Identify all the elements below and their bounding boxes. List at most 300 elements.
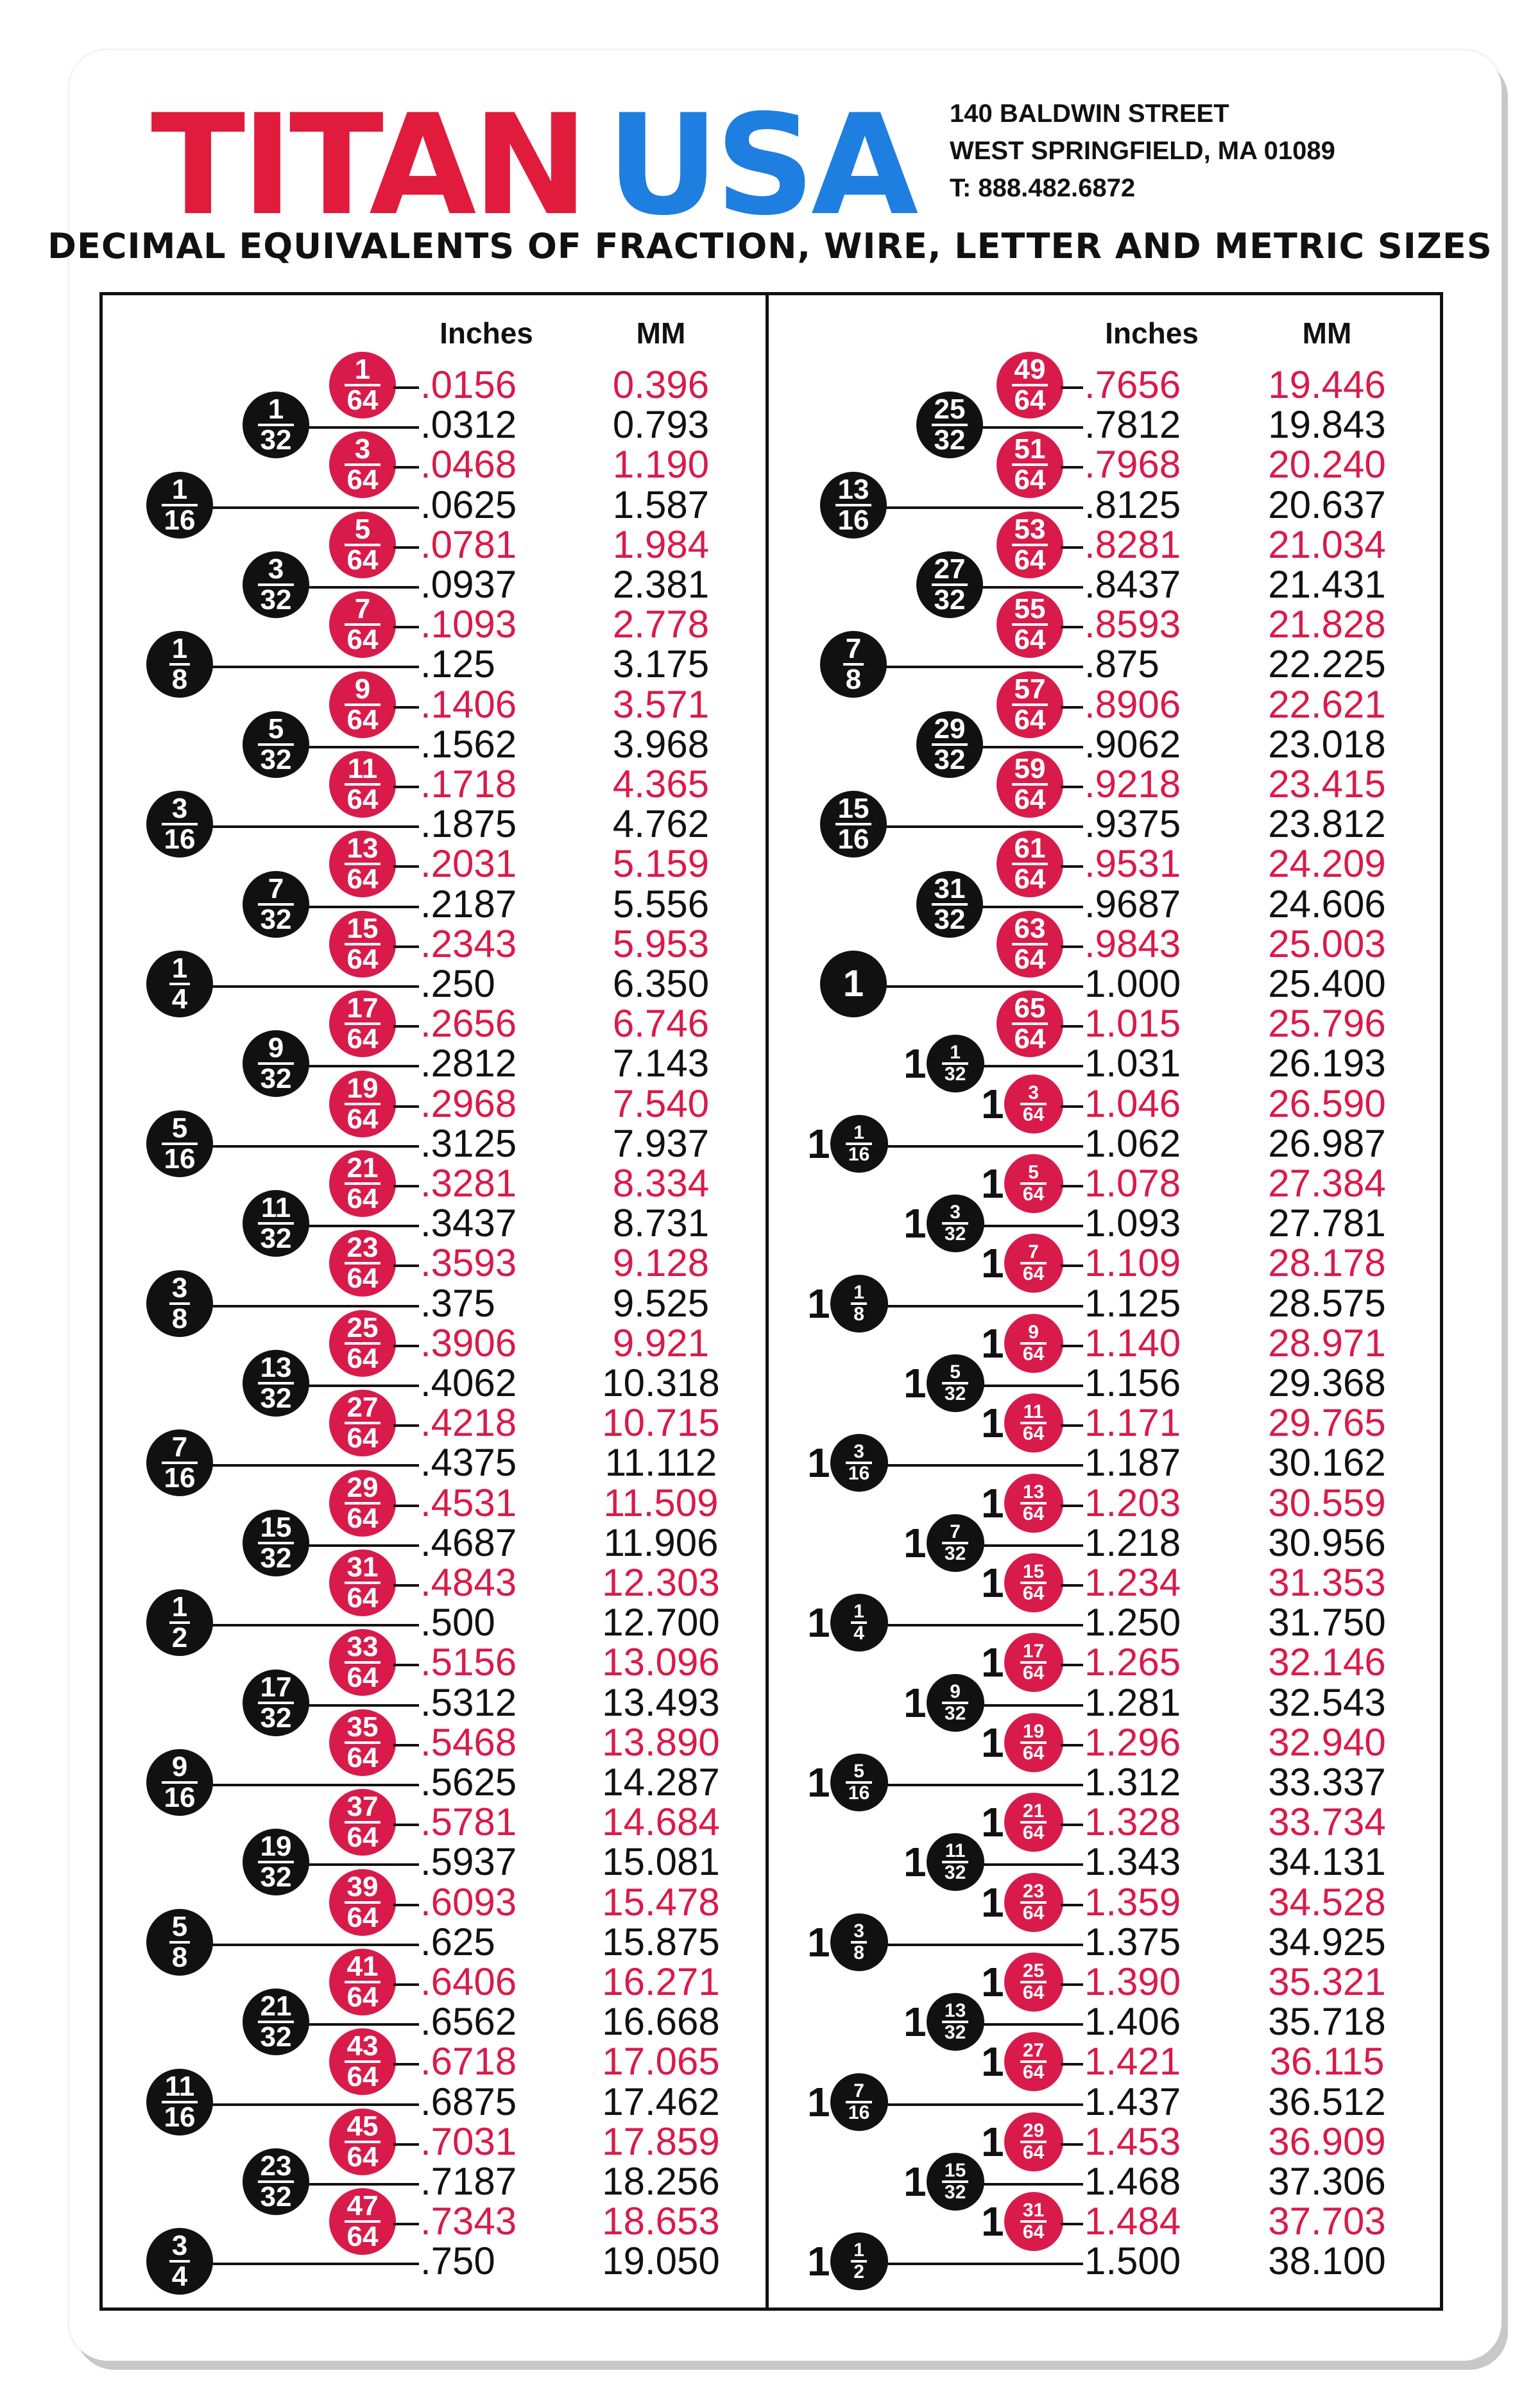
inch-value: .0937 (420, 563, 517, 606)
mm-value: 26.590 (1268, 1082, 1386, 1125)
leader-line (1061, 1824, 1083, 1826)
inch-value: .4531 (420, 1481, 517, 1524)
fraction-denominator: 64 (345, 2220, 381, 2251)
fraction-badge (146, 1110, 213, 1177)
fraction-numerator: 9 (171, 1751, 188, 1782)
leader-line (393, 546, 419, 549)
fraction-glyph (345, 435, 381, 494)
leader-line (307, 2183, 419, 2186)
fraction-glyph (1020, 1802, 1047, 1843)
mixed-fraction-badge (807, 1115, 888, 1173)
leader-line (1061, 386, 1083, 389)
mm-value: 8.334 (612, 1162, 710, 1205)
inch-value: .4687 (420, 1521, 517, 1564)
inch-value: .5468 (420, 1720, 517, 1764)
fraction-glyph (169, 635, 190, 694)
fraction-numerator: 3 (853, 1441, 864, 1463)
fraction-glyph (942, 1682, 968, 1723)
fraction-glyph (1020, 1962, 1047, 2003)
mm-value: 10.318 (602, 1361, 720, 1404)
fraction-glyph (258, 395, 295, 454)
fraction-numerator: 23 (260, 2150, 292, 2182)
fraction-denominator: 32 (258, 743, 295, 774)
mixed-fraction-badge (981, 1154, 1063, 1213)
leader-line (980, 2183, 1083, 2186)
inch-value: .2656 (420, 1002, 517, 1046)
leader-line (1061, 1664, 1083, 1666)
fraction-denominator: 64 (345, 1342, 381, 1373)
mm-value: 16.668 (602, 2000, 720, 2044)
fraction-badge (329, 831, 396, 897)
inch-value: .5937 (420, 1840, 517, 1884)
fraction-denominator: 16 (162, 2101, 198, 2132)
leader-line (1061, 1983, 1083, 1986)
mm-value: 12.303 (602, 1561, 720, 1604)
mm-value: 29.368 (1268, 1361, 1386, 1404)
fraction-numerator: 1 (853, 1121, 864, 1143)
fraction-denominator: 64 (1012, 384, 1048, 415)
fraction-denominator: 64 (1020, 1182, 1047, 1204)
mixed-whole-number: 1 (807, 1600, 830, 1646)
fraction-numerator: 7 (853, 2080, 864, 2101)
mm-value: 15.875 (602, 1920, 720, 1963)
fraction-glyph (258, 2152, 295, 2211)
fraction-glyph (258, 1511, 295, 1574)
mm-value: 7.937 (612, 1121, 710, 1165)
mm-value: 4.762 (612, 802, 710, 846)
mm-value: 30.559 (1268, 1481, 1386, 1524)
fraction-glyph (345, 994, 381, 1053)
mm-value: 24.606 (1268, 882, 1386, 926)
mixed-whole-number: 1 (981, 2118, 1004, 2165)
fraction-denominator: 64 (1012, 544, 1048, 574)
fraction-numerator: 59 (1014, 753, 1046, 784)
fraction-denominator: 64 (1020, 1821, 1047, 1843)
fraction-badge (830, 1594, 888, 1652)
fraction-glyph (1020, 1402, 1047, 1444)
mixed-fraction-badge (807, 2232, 888, 2290)
address-street: 140 BALDWIN STREET (950, 99, 1229, 128)
fraction-badge (830, 1754, 888, 1811)
fraction-badge (146, 1749, 213, 1816)
mm-value: 19.843 (1268, 403, 1386, 447)
fraction-denominator: 64 (345, 1582, 381, 1612)
mixed-fraction-badge (903, 1195, 984, 1252)
mm-value: 1.587 (612, 483, 710, 526)
fraction-badge (997, 831, 1063, 897)
fraction-numerator: 1 (853, 1281, 864, 1303)
leader-line (393, 386, 419, 389)
fraction-glyph (345, 1471, 381, 1534)
fraction-numerator: 51 (1014, 433, 1046, 465)
leader-line (393, 1264, 419, 1267)
fraction-glyph (258, 1354, 295, 1413)
fraction-glyph (846, 1442, 872, 1483)
fraction-numerator: 65 (1014, 992, 1046, 1024)
fraction-numerator: 57 (1014, 673, 1046, 705)
fraction-numerator: 1 (171, 633, 188, 665)
mixed-whole-number: 1 (981, 2198, 1004, 2245)
mixed-whole-number: 1 (903, 1999, 927, 2046)
inch-value: .0468 (420, 443, 517, 487)
fraction-denominator: 16 (835, 823, 872, 854)
mixed-fraction-badge (981, 1234, 1063, 1293)
mm-value: 26.987 (1268, 1121, 1386, 1165)
mixed-fraction-badge (903, 1354, 984, 1412)
fraction-numerator: 15 (260, 1511, 292, 1543)
mixed-fraction-badge (807, 1594, 888, 1652)
fraction-badge (830, 1275, 888, 1333)
fraction-numerator: 13 (837, 473, 869, 505)
mm-value: 16.271 (602, 1960, 720, 2003)
mm-value: 25.003 (1268, 922, 1386, 965)
fraction-glyph (1012, 912, 1048, 975)
fraction-denominator: 64 (1012, 783, 1048, 814)
fraction-denominator: 64 (345, 1741, 381, 1772)
fraction-numerator: 17 (260, 1671, 292, 1703)
fraction-glyph (846, 2082, 872, 2123)
fraction-denominator: 32 (258, 2180, 295, 2211)
mixed-fraction-badge (981, 1953, 1063, 2012)
inch-value: .1562 (420, 722, 517, 766)
fraction-glyph (258, 555, 295, 614)
leader-line (884, 2263, 1083, 2265)
leader-line (884, 666, 1083, 668)
leader-line (1061, 786, 1083, 788)
mixed-fraction-badge (981, 1474, 1063, 1533)
fraction-numerator: 35 (346, 1711, 379, 1743)
fraction-glyph (345, 2192, 381, 2251)
leader-line (393, 865, 419, 868)
fraction-badge (329, 1629, 396, 1696)
fraction-glyph (1020, 1243, 1047, 1284)
mm-value: 33.337 (1268, 1761, 1386, 1804)
leader-line (980, 1863, 1083, 1866)
fraction-glyph (942, 2161, 968, 2202)
fraction-denominator: 64 (1020, 1502, 1047, 1524)
fraction-denominator: 64 (345, 1502, 381, 1533)
leader-line (884, 1464, 1083, 1467)
fraction-glyph (169, 2232, 190, 2291)
fraction-numerator: 11 (347, 753, 378, 784)
inch-value: .8593 (1084, 603, 1181, 646)
fraction-denominator: 64 (1020, 1103, 1047, 1125)
fraction-numerator: 31 (1022, 2200, 1045, 2222)
fraction-badge (927, 1354, 984, 1412)
mixed-whole-number: 1 (981, 2039, 1004, 2085)
inch-value: .0312 (420, 403, 517, 447)
fraction-numerator: 1 (171, 1591, 188, 1623)
fraction-badge (329, 1390, 396, 1456)
fraction-glyph (345, 595, 381, 654)
fraction-denominator: 16 (162, 823, 198, 854)
leader-line (393, 1424, 419, 1427)
fraction-badge (997, 751, 1063, 818)
leader-line (393, 1185, 419, 1187)
leader-line (393, 786, 419, 788)
mixed-fraction-badge (807, 1913, 888, 1971)
mm-value: 19.446 (1268, 363, 1386, 406)
fraction-numerator: 29 (346, 1471, 379, 1503)
fraction-numerator: 23 (1022, 1880, 1045, 1902)
fraction-glyph (345, 1870, 381, 1933)
fraction-denominator: 32 (932, 903, 968, 934)
mm-value: 1.190 (612, 443, 710, 487)
inch-value: 1.468 (1084, 2160, 1181, 2203)
leader-line (393, 1664, 419, 1666)
fraction-numerator: 1 (853, 1601, 864, 1623)
leader-line (884, 825, 1083, 828)
leader-line (307, 586, 419, 589)
fraction-numerator: 15 (346, 912, 379, 944)
leader-line (980, 1385, 1083, 1387)
fraction-glyph (1012, 435, 1048, 494)
fraction-denominator: 64 (345, 1422, 381, 1453)
fraction-denominator: 32 (942, 1861, 968, 1883)
fraction-numerator: 9 (268, 1032, 284, 1064)
company-address (950, 95, 1335, 207)
mm-value: 28.575 (1268, 1281, 1386, 1325)
fraction-badge (243, 1989, 309, 2055)
inch-value: .6562 (420, 2000, 517, 2044)
fraction-denominator: 64 (345, 2141, 381, 2171)
fraction-glyph (345, 912, 381, 975)
fraction-numerator: 11 (945, 1840, 966, 1862)
fraction-denominator: 8 (169, 663, 190, 694)
inch-value: 1.437 (1084, 2080, 1181, 2123)
leader-line (980, 1544, 1083, 1547)
fraction-denominator: 32 (258, 1702, 295, 1732)
mm-value: 34.925 (1268, 1920, 1386, 1963)
fraction-numerator: 5 (853, 1761, 864, 1782)
fraction-numerator: 3 (171, 2230, 188, 2262)
fraction-glyph (169, 954, 190, 1014)
mm-value: 21.034 (1268, 522, 1386, 566)
mm-value: 31.750 (1268, 1601, 1386, 1644)
fraction-denominator: 16 (162, 1781, 198, 1812)
mm-value: 23.812 (1268, 802, 1386, 846)
leader-line (307, 1225, 419, 1227)
inch-value: 1.500 (1084, 2239, 1181, 2283)
mm-value: 36.512 (1268, 2080, 1386, 2123)
fraction-glyph (942, 1363, 968, 1404)
fraction-glyph (1012, 595, 1048, 654)
leader-line (1061, 2223, 1083, 2225)
leader-line (393, 1345, 419, 1347)
leader-line (1061, 1105, 1083, 1108)
inch-value: .7812 (1084, 403, 1181, 447)
mixed-fraction-badge (903, 1035, 984, 1092)
fraction-badge (1004, 1553, 1063, 1612)
fraction-numerator: 19 (260, 1831, 292, 1863)
inch-value: .750 (420, 2239, 495, 2283)
fraction-glyph (1020, 2201, 1047, 2242)
mm-value: 27.384 (1268, 1162, 1386, 1205)
mixed-whole-number: 1 (903, 1040, 927, 1087)
fraction-denominator: 32 (942, 2021, 968, 2042)
fraction-numerator: 9 (1028, 1321, 1039, 1343)
leader-line (1061, 865, 1083, 868)
fraction-denominator: 64 (1020, 2060, 1047, 2082)
leader-line (393, 945, 419, 948)
inch-value: 1.328 (1084, 1800, 1181, 1844)
fraction-glyph (345, 515, 381, 574)
fraction-denominator: 32 (258, 903, 295, 934)
mm-value: 32.940 (1268, 1720, 1386, 1764)
fraction-badge (243, 392, 309, 458)
fraction-glyph (1020, 1323, 1047, 1364)
fraction-numerator: 5 (171, 1910, 188, 1942)
fraction-badge (997, 431, 1063, 498)
inch-value: .375 (420, 1281, 495, 1325)
fraction-badge (243, 711, 309, 778)
fraction-denominator: 64 (1020, 1582, 1047, 1603)
fraction-badge (1004, 1314, 1063, 1373)
leader-line (884, 1145, 1083, 1148)
fraction-glyph (932, 555, 968, 614)
mm-value: 26.193 (1268, 1042, 1386, 1085)
fraction-numerator: 39 (346, 1870, 379, 1902)
fraction-badge (1004, 1713, 1063, 1772)
fraction-badge (329, 671, 396, 738)
fraction-badge (243, 2148, 309, 2215)
inch-value: .3125 (420, 1121, 517, 1165)
mixed-fraction-badge (903, 1833, 984, 1891)
fraction-denominator: 64 (345, 623, 381, 654)
fraction-numerator: 3 (171, 1272, 188, 1304)
fraction-denominator: 64 (345, 863, 381, 893)
fraction-badge (997, 591, 1063, 658)
leader-line (884, 985, 1083, 988)
leader-line (980, 1065, 1083, 1067)
leader-line (1061, 2063, 1083, 2066)
fraction-numerator: 31 (934, 872, 966, 904)
inch-value: .3281 (420, 1162, 517, 1205)
mixed-whole-number: 1 (807, 2238, 830, 2285)
fraction-numerator: 7 (950, 1521, 961, 1542)
fraction-denominator: 64 (345, 1901, 381, 1932)
inch-value: 1.218 (1084, 1521, 1181, 1564)
fraction-glyph (942, 2001, 968, 2042)
fraction-denominator: 32 (932, 424, 968, 454)
fraction-badge (329, 591, 396, 658)
fraction-badge (329, 512, 396, 578)
mm-value: 34.131 (1268, 1840, 1386, 1884)
fraction-numerator: 7 (354, 593, 371, 625)
fraction-glyph (1012, 515, 1048, 574)
leader-line (393, 2063, 419, 2066)
fraction-numerator: 1 (268, 393, 284, 426)
leader-line (210, 2263, 419, 2265)
fraction-badge (329, 1071, 396, 1137)
leader-line (210, 1145, 419, 1148)
fraction-glyph (345, 2112, 381, 2171)
fraction-numerator: 9 (950, 1680, 961, 1702)
fraction-badge (1004, 2032, 1063, 2091)
fraction-badge (243, 1350, 309, 1417)
mm-value: 5.953 (612, 922, 710, 965)
fraction-badge (997, 352, 1063, 418)
mixed-whole-number: 1 (981, 1879, 1004, 1926)
fraction-denominator: 32 (258, 1861, 295, 1892)
mm-value: 36.115 (1269, 2040, 1385, 2083)
leader-line (307, 1704, 419, 1707)
fraction-badge (927, 1833, 984, 1891)
fraction-denominator: 64 (345, 943, 381, 974)
fraction-badge (820, 791, 887, 858)
fraction-numerator: 43 (346, 2030, 379, 2062)
mm-value: 37.703 (1268, 2200, 1386, 2243)
fraction-badge (927, 2153, 984, 2211)
fraction-glyph (345, 1154, 381, 1213)
mm-value: 5.556 (612, 882, 710, 926)
fraction-glyph (258, 1673, 295, 1732)
fraction-denominator: 16 (162, 1143, 198, 1173)
mm-value: 32.543 (1268, 1680, 1386, 1724)
leader-line (210, 506, 419, 509)
mm-value: 4.365 (612, 763, 710, 806)
mm-value: 33.734 (1268, 1800, 1386, 1844)
mm-value: 14.287 (602, 1761, 720, 1804)
leader-line (1061, 1904, 1083, 1906)
fraction-denominator: 16 (846, 1462, 872, 1483)
mixed-whole-number: 1 (903, 1519, 927, 1566)
fraction-badge (243, 551, 309, 618)
mm-value: 27.781 (1268, 1202, 1386, 1245)
fraction-badge (1004, 1154, 1063, 1213)
mixed-whole-number: 1 (903, 1679, 927, 1726)
fraction-badge (146, 472, 213, 539)
mm-value: 15.478 (602, 1880, 720, 1924)
fraction-badge (329, 990, 396, 1057)
mm-value: 29.765 (1268, 1401, 1386, 1445)
mm-value: 3.968 (612, 722, 710, 766)
fraction-numerator: 13 (346, 833, 379, 865)
fraction-glyph (345, 675, 381, 734)
fraction-badge (329, 2028, 396, 2095)
inch-value: .3906 (420, 1321, 517, 1365)
fraction-glyph (345, 1713, 381, 1772)
fraction-glyph (932, 712, 968, 775)
mixed-fraction-badge (807, 1434, 888, 1492)
fraction-glyph (345, 2032, 381, 2091)
leader-line (884, 1624, 1083, 1626)
fraction-numerator: 53 (1014, 513, 1046, 545)
fraction-glyph (345, 1633, 381, 1692)
fraction-numerator: 3 (1028, 1082, 1039, 1103)
mm-value: 13.493 (602, 1680, 720, 1724)
mixed-whole-number: 1 (807, 1120, 830, 1167)
fraction-denominator: 64 (1012, 623, 1048, 654)
mm-value: 12.700 (602, 1601, 720, 1644)
fraction-denominator: 64 (1020, 1901, 1047, 1923)
leader-line (980, 746, 1083, 748)
mm-value: 7.540 (612, 1082, 710, 1125)
leader-line (393, 1584, 419, 1587)
fraction-denominator: 64 (345, 544, 381, 574)
leader-line (1061, 1744, 1083, 1747)
fraction-badge (820, 472, 887, 539)
inch-value: .9218 (1084, 763, 1181, 806)
fraction-glyph (258, 712, 295, 775)
fraction-glyph (169, 1274, 190, 1333)
fraction-numerator: 15 (1022, 1561, 1045, 1582)
fraction-numerator: 41 (346, 1951, 379, 1982)
right-mm-header: MM (1302, 316, 1352, 350)
inch-value: .6406 (420, 1960, 517, 2003)
fraction-denominator: 8 (169, 1941, 190, 1972)
fraction-badge (329, 1470, 396, 1537)
